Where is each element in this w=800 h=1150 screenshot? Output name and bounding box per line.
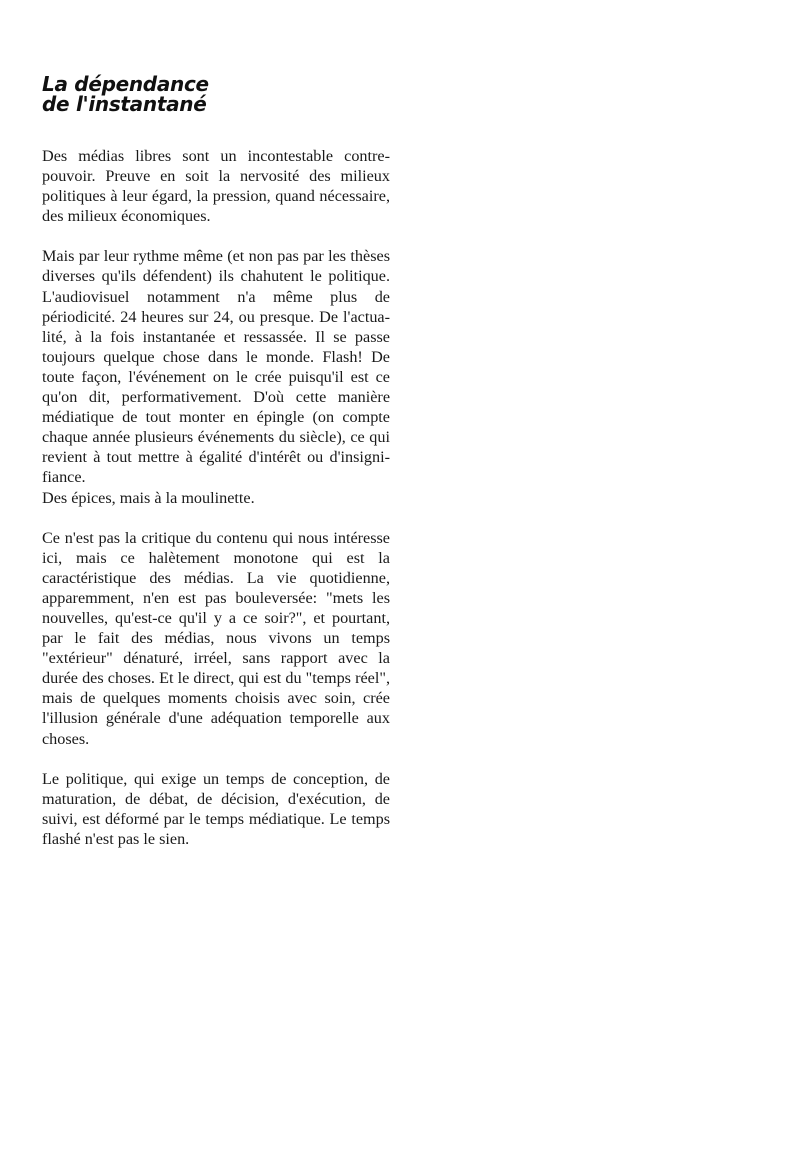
paragraph-4: Ce n'est pas la critique du contenu qui nous intéresse ici, mais ce halètement monotone qui est la caractéristique des médias. La vie quotidienne, apparemment, n'en est pas bouleversée: "mets les nouvelles, qu'est-ce qu'il y a ce soir?", et pourtant, par le fait des médias, nous vivons un temps "extérieur" dénaturé, irréel, sans rapport avec la durée des choses. Et le direct, qui est du "temps réel", mais de quelques moments choisis avec soin, crée l'illusion générale d'une adéquation temporelle aux choses. [42, 528, 390, 748]
paragraph-2: Mais par leur rythme même (et non pas par les thèses diverses qu'ils défendent) ils chahutent le politique. L'audiovisuel notamment n'a même plus de périodicité. 24 heures sur 24, ou presque. De l'actualité, à la fois instantanée et ressassée. Il se passe toujours quelque chose dans le monde. Flash! De toute façon, l'événement on le crée puisqu'il est ce qu'on dit, performativement. D'où cette manière médiatique de tout monter en épingle (on compte chaque année plusieurs événements du siècle), ce qui revient à tout mettre à égalité d'intérêt ou d'insignifiance. [42, 247, 390, 487]
article [42, 74, 390, 869]
paragraph-1: Des médias libres sont un incontestable contre-pouvoir. Preuve en soit la nervosité des milieux politiques à leur égard, la pression, quand nécessaire, des milieux économiques. [42, 147, 390, 226]
paragraph-5: Le politique, qui exige un temps de conception, de maturation, de débat, de décision, d'exécution, de suivi, est déformé par le temps médiatique. Le temps flashé n'est pas le sien. [42, 769, 390, 848]
paragraph-3: Des épices, mais à la moulinette. [42, 488, 255, 507]
article-title [42, 74, 390, 114]
article-title-line-2: de l'instantané [42, 92, 207, 116]
article-title-line-1: La dépendance [42, 72, 209, 96]
